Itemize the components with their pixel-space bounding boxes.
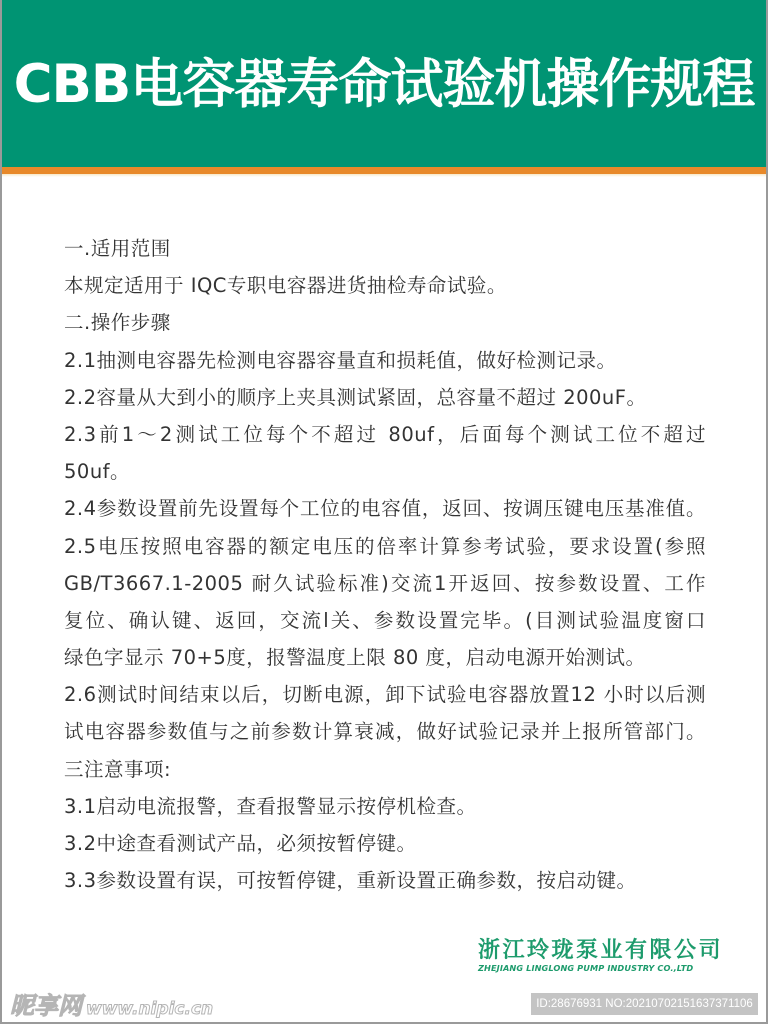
- step-2-2: 2.2容量从大到小的顺序上夹具测试紧固，总容量不超过 200uF。: [64, 385, 647, 409]
- note-3-1: 3.1启动电流报警，查看报警显示按停机检查。: [64, 794, 477, 818]
- scope-text: 本规定适用于 IQC专职电容器进货抽检寿命试验。: [64, 274, 507, 298]
- company-name-en: ZHEJIANG LINGLONG PUMP INDUSTRY CO.,LTD: [478, 963, 694, 973]
- section-heading-steps: 二.操作步骤: [64, 311, 171, 335]
- step-2-4: 2.4参数设置前先设置每个工位的电容值，返回、按调压键电压基准值。: [64, 497, 706, 521]
- note-3-3: 3.3参数设置有误，可按暂停键，重新设置正确参数，按启动键。: [64, 869, 637, 893]
- page-title: CBB电容器寿命试验机操作规程: [13, 54, 755, 115]
- step-2-6-line-2: 试电容器参数值与之前参数计算衰减，做好试验记录并上报所管部门。: [64, 720, 706, 744]
- step-2-1: 2.1抽测电容器先检测电容器容量直和损耗值，做好检测记录。: [64, 348, 617, 372]
- section-heading-scope: 一.适用范围: [64, 237, 171, 260]
- step-2-5-line-1: 2.5电压按照电容器的额定电压的倍率计算参考试验，要求设置(参照: [64, 534, 706, 558]
- section-heading-notes: 三注意事项:: [64, 757, 172, 781]
- company-name-cn: 浙江玲珑泵业有限公司: [478, 937, 724, 963]
- step-2-5-line-4: 绿色字显示 70+5度，报警温度上限 80 度，启动电源开始测试。: [64, 646, 646, 670]
- note-3-2: 3.2中途查看测试产品，必须按暂停键。: [64, 832, 417, 855]
- step-2-5-line-2: GB/T3667.1-2005 耐久试验标准)交流1开返回、按参数设置、工作: [64, 571, 706, 595]
- step-2-6-line-1: 2.6测试时间结束以后，切断电源，卸下试验电容器放置12 小时以后测: [64, 683, 706, 707]
- watermark-site-name: 昵享网: [10, 992, 82, 1020]
- step-2-3-line-2: 50uf。: [64, 460, 131, 484]
- image-id-badge: ID:28676931 NO:20210702151637371106: [531, 993, 758, 1015]
- watermark-url: www.nipic.cn: [86, 999, 214, 1019]
- step-2-5-line-3: 复位、确认键、返回，交流l关、参数设置完毕。(目测试验温度窗口: [64, 608, 706, 632]
- step-2-3-line-1: 2.3前1～2测试工位每个不超过 80uf，后面每个测试工位不超过: [64, 422, 706, 446]
